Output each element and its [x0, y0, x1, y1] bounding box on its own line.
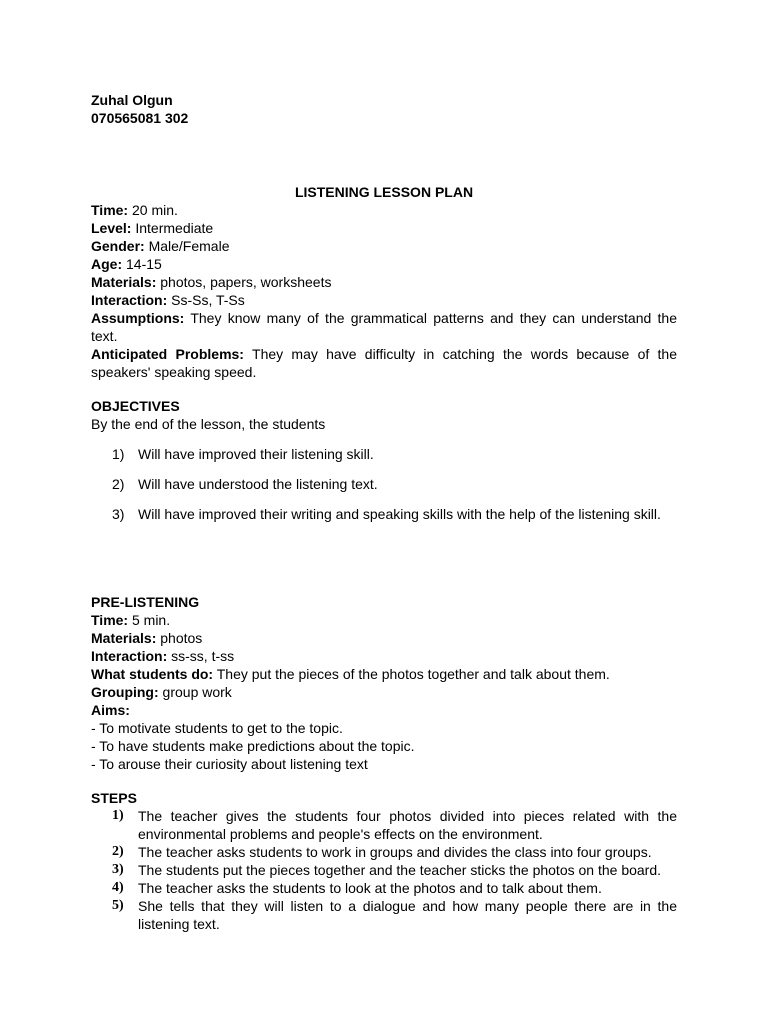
author-name: Zuhal Olgun [91, 92, 173, 108]
list-number: 1) [112, 808, 124, 823]
field-value: They put the pieces of the photos together and talk about them. [213, 666, 610, 682]
field-label: Grouping: [91, 684, 159, 700]
prelistening-materials [91, 629, 677, 647]
info-value: They may have difficulty in catching the words because of the speakers' speaking speed. [91, 346, 677, 380]
list-text: The teacher asks students to work in groups and divides the class into four groups. [138, 844, 652, 860]
field-label: Interaction: [91, 648, 168, 664]
info-value: They know many of the grammatical patterns and they can understand the text. [91, 310, 677, 344]
spacer [91, 773, 677, 789]
info-value: 14-15 [122, 256, 162, 272]
field-label: Time: [91, 612, 129, 628]
info-label: Materials: [91, 274, 157, 290]
info-interaction [91, 291, 677, 309]
prelistening-interaction [91, 647, 677, 665]
list-item [91, 861, 677, 879]
info-assumptions [91, 309, 677, 345]
info-label: Assumptions: [91, 310, 185, 326]
info-value: Intermediate [131, 220, 214, 236]
list-text: The students put the pieces together and the teacher sticks the photos on the board. [138, 862, 662, 878]
steps-list [91, 807, 677, 933]
info-value: 20 min. [128, 202, 178, 218]
info-level [91, 219, 677, 237]
steps-heading: STEPS [91, 790, 137, 806]
page-title: LISTENING LESSON PLAN [294, 184, 474, 200]
info-materials [91, 273, 677, 291]
objectives-heading: OBJECTIVES [91, 398, 180, 414]
aim-item: - To arouse their curiosity about listening text [91, 756, 368, 772]
objectives-list [91, 445, 677, 523]
info-label: Age: [91, 256, 123, 272]
list-item [91, 445, 677, 463]
field-value: 5 min. [128, 612, 171, 628]
lesson-info [91, 201, 677, 381]
info-label: Level: [91, 220, 132, 236]
info-time [91, 201, 677, 219]
info-value: Male/Female [144, 238, 230, 254]
list-number: 1) [112, 446, 125, 462]
info-age [91, 255, 677, 273]
prelistening-fields [91, 611, 677, 719]
field-label: What students do: [91, 666, 214, 682]
document-content [91, 91, 677, 933]
list-item [91, 475, 677, 493]
info-label: Gender: [91, 238, 145, 254]
field-label: Materials: [91, 630, 157, 646]
list-number: 5) [112, 898, 124, 913]
info-anticipated-problems [91, 345, 677, 381]
info-gender [91, 237, 677, 255]
info-label: Anticipated Problems: [91, 346, 244, 362]
info-value: Ss-Ss, T-Ss [167, 292, 245, 308]
info-label: Interaction: [91, 292, 168, 308]
spacer [91, 535, 677, 593]
prelistening-what-students-do [91, 665, 677, 683]
aim-item: - To have students make predictions about the topic. [91, 738, 415, 754]
info-label: Time: [91, 202, 129, 218]
list-number: 3) [112, 506, 125, 522]
field-label: Aims: [91, 702, 130, 718]
list-text: Will have improved their writing and speaking skills with the help of the listening skill. [138, 506, 661, 522]
field-value: group work [158, 684, 232, 700]
prelistening-heading: PRE-LISTENING [91, 594, 200, 610]
field-value: photos [156, 630, 203, 646]
list-number: 3) [112, 862, 124, 877]
author-id: 070565081 302 [91, 110, 189, 126]
prelistening-aims [91, 701, 677, 719]
prelistening-time [91, 611, 677, 629]
list-item [91, 807, 677, 843]
list-number: 2) [112, 844, 124, 859]
list-item [91, 879, 677, 897]
list-number: 4) [112, 880, 124, 895]
list-item [91, 505, 677, 523]
list-text: Will have improved their listening skill. [138, 446, 374, 462]
list-item [91, 843, 677, 861]
list-text: The teacher asks the students to look at the photos and to talk about them. [138, 880, 602, 896]
prelistening-grouping [91, 683, 677, 701]
info-value: photos, papers, worksheets [156, 274, 332, 290]
spacer [91, 381, 677, 397]
list-number: 2) [112, 476, 125, 492]
list-text: The teacher gives the students four photos divided into pieces related with the environmental problems and people's effects on the environment. [138, 808, 677, 842]
objectives-intro: By the end of the lesson, the students [91, 416, 326, 432]
list-item [91, 897, 677, 933]
field-value: ss-ss, t-ss [167, 648, 235, 664]
list-text: Will have understood the listening text. [138, 476, 378, 492]
list-text: She tells that they will listen to a dialogue and how many people there are in the listening text. [138, 898, 677, 932]
aim-item: - To motivate students to get to the topic. [91, 720, 343, 736]
